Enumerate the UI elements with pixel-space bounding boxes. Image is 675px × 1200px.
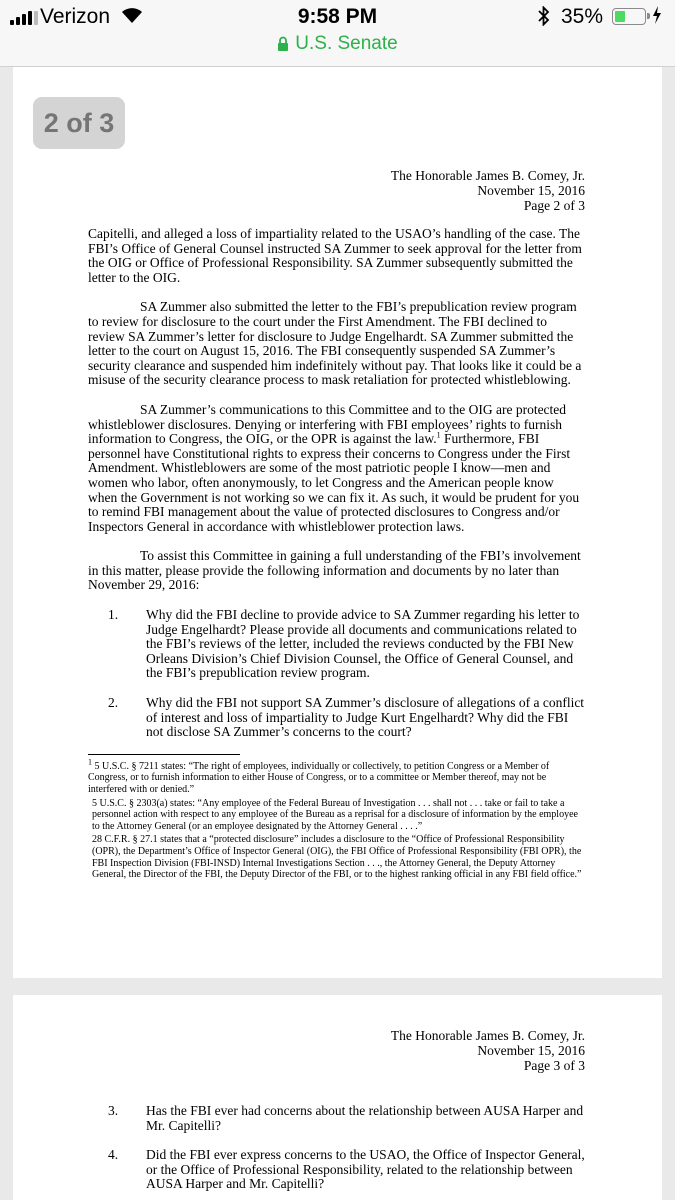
lock-icon — [277, 36, 289, 51]
header-page-number: Page 2 of 3 — [523, 198, 585, 213]
list-item-number: 1. — [108, 607, 119, 623]
battery-percent: 35% — [561, 5, 604, 28]
letter-header — [391, 1028, 585, 1073]
list-item — [108, 1148, 586, 1192]
paragraph: To assist this Committee in gaining a full understanding of the FBI’s involvement in this matter, please provide the following information and documents by no later than November 29, 2016: — [88, 548, 581, 593]
list-item-text: Has the FBI ever had concerns about the relationship between AUSA Harper and Mr. Capitelli? — [146, 1103, 584, 1133]
list-item-text: Did the FBI ever express concerns to the USAO, the Office of Inspector General, or the Office of Professional Responsibility, related to the relationship between AUSA Harper and Mr. Capitelli? — [146, 1147, 585, 1192]
footnote-marker: 1 — [88, 757, 92, 767]
footnote-divider — [88, 754, 240, 755]
paragraph — [88, 403, 586, 534]
battery-icon — [612, 8, 646, 25]
status-bar — [0, 0, 675, 67]
list-item-text: Why did the FBI decline to provide advice to SA Zummer regarding his letter to Judge Engelhardt? Please provide all documents and communications related to the FBI’s reviews of the letter, included the reviews conducted by the FBI New Orleans Division’s Chief Division Counsel, the Office of General Counsel, and the FBI’s prepublication review program. — [146, 607, 580, 681]
header-addressee: The Honorable James B. Comey, Jr. — [390, 1028, 585, 1043]
paragraph-text: Furthermore, FBI personnel have Constitutional rights to express their concerns to Congress under the First Amendment. Whistleblowers are some of the most patriotic people I know—men and women who labor, often anonymously, to let Congress and the American people know when the Government is not working so we can fix it. As such, it would be prudent for you to remind FBI management about the value of protected disclosures to Congress and/or Inspectors General in accordance with whistleblower protection laws. — [88, 431, 580, 534]
battery-fill — [615, 11, 625, 22]
letter-header — [391, 168, 585, 213]
header-date: November 15, 2016 — [477, 1043, 585, 1058]
footnote-ref: 1 — [436, 430, 441, 440]
document-page-3 — [13, 995, 662, 1200]
clock: 9:58 PM — [297, 5, 378, 28]
url-title: U.S. Senate — [295, 33, 398, 54]
list-item-text: Why did the FBI not support SA Zummer’s disclosure of allegations of a conflict of interest and loss of impartiality to Judge Kurt Engelhardt? Why did the FBI not disclose SA Zummer’s concerns to the court? — [146, 695, 585, 740]
footnote — [88, 757, 586, 796]
charging-bolt-icon — [652, 6, 662, 24]
header-page-number: Page 3 of 3 — [523, 1058, 585, 1073]
list-item — [108, 1104, 586, 1133]
list-item-number: 2. — [108, 695, 119, 711]
list-item — [108, 696, 586, 740]
url-bar[interactable] — [0, 33, 675, 55]
list-item-number: 4. — [108, 1147, 119, 1163]
carrier-name: Verizon — [40, 5, 111, 28]
paragraph-text: SA Zummer’s communications to this Committee and to the OIG are protected whistleblower disclosures. Denying or interfering with FBI employees’ rights to furnish information to Congress, the OIG, or the OPR is against the law. — [88, 401, 567, 447]
page-indicator: 2 of 3 — [33, 97, 125, 149]
header-date: November 15, 2016 — [477, 183, 585, 198]
header-addressee: The Honorable James B. Comey, Jr. — [390, 168, 585, 183]
bluetooth-icon — [537, 6, 551, 26]
document-page-2 — [13, 67, 662, 978]
letter-body — [88, 1104, 586, 1192]
paragraph: SA Zummer also submitted the letter to the FBI’s prepublication review program to review for disclosure to the court under the First Amendment. The FBI declined to review SA Zummer’s letter for disclosure to Judge Engelhardt. SA Zummer submitted the letter to the court on August 15, 2016. The FBI consequently suspended SA Zummer’s security clearance and suspended him indefinitely without pay. That looks like it could be a misuse of the security clearance process to mask retaliation for protected whistleblowing. — [88, 299, 582, 388]
list-item-number: 3. — [108, 1103, 119, 1118]
footnote-text: 5 U.S.C. § 7211 states: “The right of employees, individually or collectively, to petition Congress or a Member of Congress, or to furnish information to either House of Congress, or to a committee or Member thereof, may not be interfered with or denied.” — [88, 760, 550, 795]
footnote: 28 C.F.R. § 27.1 states that a “protected disclosure” includes a disclosure to the “Office of Professional Responsibility (OPR), the Department’s Office of Inspector General (OIG), the FBI Office of Professional Responsibility (FBI OPR), the FBI Inspection Division (FBI-INSD) Internal Investigations Section . . ., the Attorney General, the Deputy Attorney General, the Director of the FBI, the Deputy Director of the FBI, or to the highest ranking official in any FBI field office.” — [92, 834, 582, 881]
footnote: 5 U.S.C. § 2303(a) states: “Any employee of the Federal Bureau of Investigation . . . shall not . . . take or fail to take a personnel action with respect to any employee of the Bureau as a reprisal for a disclosure of information by the employee to the Attorney General (or an employee designated by the Attorney General . . . .” — [92, 797, 578, 832]
paragraph: Capitelli, and alleged a loss of impartiality related to the USAO’s handling of the case. The FBI’s Office of General Counsel instructed SA Zummer to seek approval for the letter from the OIG or Office of Professional Responsibility. SA Zummer subsequently submitted the letter to the OIG. — [88, 226, 582, 285]
list-item — [108, 608, 586, 681]
letter-body — [88, 227, 586, 883]
